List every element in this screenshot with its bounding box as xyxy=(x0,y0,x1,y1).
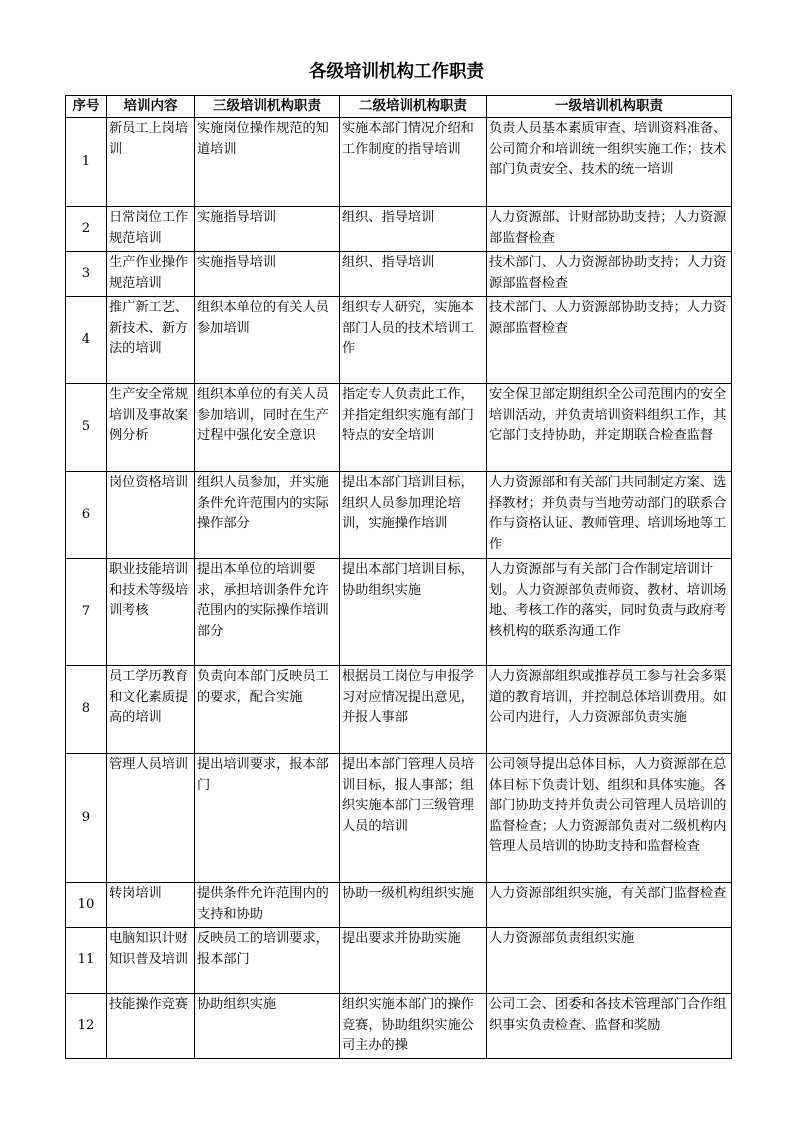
level1-duty: 安全保卫部定期组织全公司范围内的安全培训活动，并负责培训资料组织工作，其它部门支持协助，并定期联合检查监督 xyxy=(487,384,732,472)
header-level2: 二级培训机构职责 xyxy=(340,96,487,118)
header-no: 序号 xyxy=(66,96,107,118)
level1-duty: 负责人员基本素质审查、培训资料准备、公司简介和培训统一组织实施工作；技术部门负责安全、技术的统一培训 xyxy=(487,118,732,207)
level3-duty: 实施岗位操作规范的知道培训 xyxy=(195,118,340,207)
level2-duty: 组织、指导培训 xyxy=(340,252,487,297)
level2-duty: 协助一级机构组织实施 xyxy=(340,883,487,928)
level2-duty: 根据员工岗位与申报学习对应情况提出意见，并报人事部 xyxy=(340,666,487,754)
level2-duty: 指定专人负责此工作，并指定组织实施有部门特点的安全培训 xyxy=(340,384,487,472)
level1-duty: 技术部门、人力资源部协助支持；人力资源部监督检查 xyxy=(487,297,732,384)
row-number: 2 xyxy=(66,207,107,252)
level2-duty: 组织、指导培训 xyxy=(340,207,487,252)
header-level1: 一级培训机构职责 xyxy=(487,96,732,118)
level2-duty: 组织实施本部门的操作竞赛，协助组织实施公司主办的操 xyxy=(340,994,487,1059)
level3-duty: 反映员工的培训要求，报本部门 xyxy=(195,928,340,994)
level2-duty: 提出本部门培训目标，协助组织实施 xyxy=(340,559,487,666)
duty-table xyxy=(65,95,732,1059)
level2-duty: 提出要求并协助实施 xyxy=(340,928,487,994)
level2-duty: 组织专人研究，实施本部门人员的技术培训工作 xyxy=(340,297,487,384)
table-row xyxy=(66,297,732,384)
training-content: 生产作业操作规范培训 xyxy=(107,252,195,297)
level3-duty: 组织人员参加，并实施条件允许范围内的实际操作部分 xyxy=(195,472,340,559)
table-row xyxy=(66,207,732,252)
training-content: 新员工上岗培训 xyxy=(107,118,195,207)
row-number: 4 xyxy=(66,297,107,384)
training-content: 员工学历教育和文化素质提高的培训 xyxy=(107,666,195,754)
table-row xyxy=(66,384,732,472)
level1-duty: 人力资源部负责组织实施 xyxy=(487,928,732,994)
level3-duty: 实施指导培训 xyxy=(195,252,340,297)
level1-duty: 人力资源部、计财部协助支持；人力资源部监督检查 xyxy=(487,207,732,252)
training-content: 职业技能培训和技术等级培训考核 xyxy=(107,559,195,666)
table-header-row xyxy=(66,96,732,118)
level3-duty: 提供条件允许范围内的支持和协助 xyxy=(195,883,340,928)
header-level3: 三级培训机构职责 xyxy=(195,96,340,118)
level1-duty: 公司领导提出总体目标，人力资源部在总体目标下负责计划、组织和具体实施。各部门协助支持并负责公司管理人员培训的监督检查；人力资源部负责对二级机构内管理人员培训的协助支持和监督检查 xyxy=(487,754,732,883)
level1-duty: 人力资源部和有关部门共同制定方案、选择教材；并负责与当地劳动部门的联系合作与资格认证、教师管理、培训场地等工作 xyxy=(487,472,732,559)
level3-duty: 实施指导培训 xyxy=(195,207,340,252)
row-number: 1 xyxy=(66,118,107,207)
header-content: 培训内容 xyxy=(107,96,195,118)
level2-duty: 提出本部门管理人员培训目标，报人事部；组织实施本部门三级管理人员的培训 xyxy=(340,754,487,883)
level3-duty: 提出本单位的培训要求，承担培训条件允许范围内的实际操作培训部分 xyxy=(195,559,340,666)
level3-duty: 协助组织实施 xyxy=(195,994,340,1059)
row-number: 8 xyxy=(66,666,107,754)
page-title: 各级培训机构工作职责 xyxy=(309,62,484,82)
row-number: 10 xyxy=(66,883,107,928)
row-number: 12 xyxy=(66,994,107,1059)
table-row xyxy=(66,928,732,994)
table-row xyxy=(66,883,732,928)
level3-duty: 提出培训要求，报本部门 xyxy=(195,754,340,883)
level3-duty: 组织本单位的有关人员参加培训 xyxy=(195,297,340,384)
training-content: 生产安全常规培训及事故案例分析 xyxy=(107,384,195,472)
level1-duty: 公司工会、团委和各技术管理部门合作组织事实负责检查、监督和奖励 xyxy=(487,994,732,1059)
level2-duty: 提出本部门培训目标，组织人员参加理论培训，实施操作培训 xyxy=(340,472,487,559)
level3-duty: 组织本单位的有关人员参加培训，同时在生产过程中强化安全意识 xyxy=(195,384,340,472)
row-number: 5 xyxy=(66,384,107,472)
training-content: 推广新工艺、新技术、新方法的培训 xyxy=(107,297,195,384)
row-number: 7 xyxy=(66,559,107,666)
table-row xyxy=(66,252,732,297)
row-number: 9 xyxy=(66,754,107,883)
table-row xyxy=(66,472,732,559)
row-number: 6 xyxy=(66,472,107,559)
table-row xyxy=(66,666,732,754)
table-row xyxy=(66,754,732,883)
row-number: 3 xyxy=(66,252,107,297)
training-content: 转岗培训 xyxy=(107,883,195,928)
training-content: 管理人员培训 xyxy=(107,754,195,883)
training-content: 技能操作竞赛 xyxy=(107,994,195,1059)
level1-duty: 人力资源部组织实施，有关部门监督检查 xyxy=(487,883,732,928)
table-row xyxy=(66,559,732,666)
training-content: 岗位资格培训 xyxy=(107,472,195,559)
level1-duty: 技术部门、人力资源部协助支持；人力资源部监督检查 xyxy=(487,252,732,297)
training-content: 电脑知识计财知识普及培训 xyxy=(107,928,195,994)
level3-duty: 负责向本部门反映员工的要求，配合实施 xyxy=(195,666,340,754)
level2-duty: 实施本部门情况介绍和工作制度的指导培训 xyxy=(340,118,487,207)
level1-duty: 人力资源部组织或推荐员工参与社会多渠道的教育培训，并控制总体培训费用。如公司内进行，人力资源部负责实施 xyxy=(487,666,732,754)
level1-duty: 人力资源部与有关部门合作制定培训计划。人力资源部负责师资、教材、培训场地、考核工作的落实，同时负责与政府考核机构的联系沟通工作 xyxy=(487,559,732,666)
table-row xyxy=(66,994,732,1059)
table-row xyxy=(66,118,732,207)
training-content: 日常岗位工作规范培训 xyxy=(107,207,195,252)
row-number: 11 xyxy=(66,928,107,994)
